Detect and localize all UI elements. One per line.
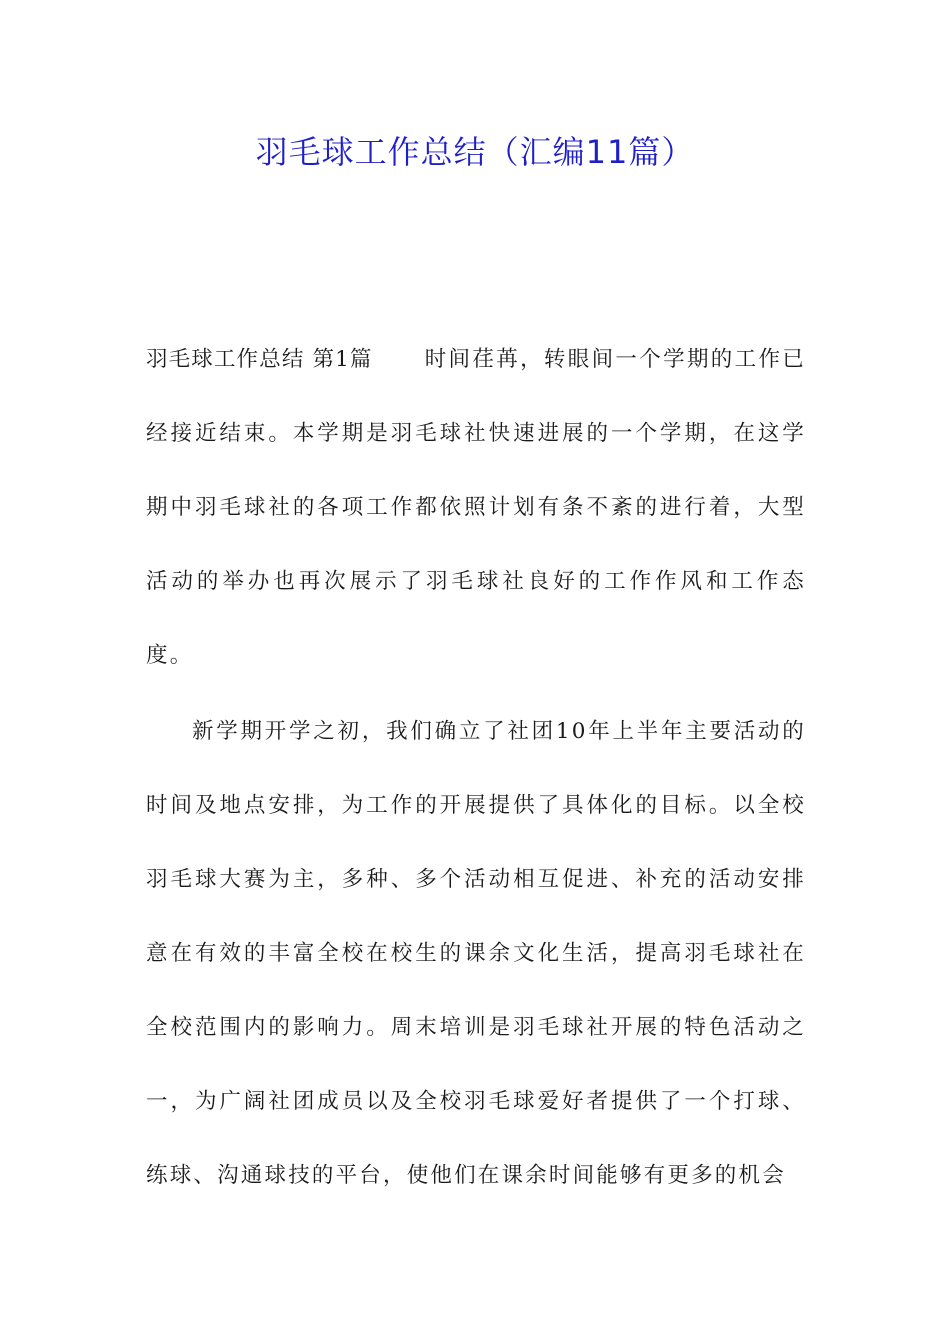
paragraph-1-text: 时间荏苒，转眼间一个学期的工作已经接近结束。本学期是羽毛球社快速进展的一个学期，在这学期中羽毛球社的各项工作都依照计划有条不紊的进行着，大型活动的举办也再次展示了羽毛球社良好的工作作风和工作态度。 — [146, 347, 807, 668]
section-heading: 羽毛球工作总结 第1篇 — [146, 347, 373, 372]
paragraph-2: 新学期开学之初，我们确立了社团10年上半年主要活动的时间及地点安排，为工作的开展提供了具体化的目标。以全校羽毛球大赛为主，多种、多个活动相互促进、补充的活动安排意在有效的丰富全校在校生的课余文化生活，提高羽毛球社在全校范围内的影响力。周末培训是羽毛球社开展的特色活动之一，为广阔社团成员以及全校羽毛球爱好者提供了一个打球、练球、沟通球技的平台，使他们在课余时间能够有更多的机会 — [146, 719, 806, 1188]
paragraph-1 — [146, 323, 806, 693]
document-title: 羽毛球工作总结（汇编11篇） — [255, 133, 695, 171]
